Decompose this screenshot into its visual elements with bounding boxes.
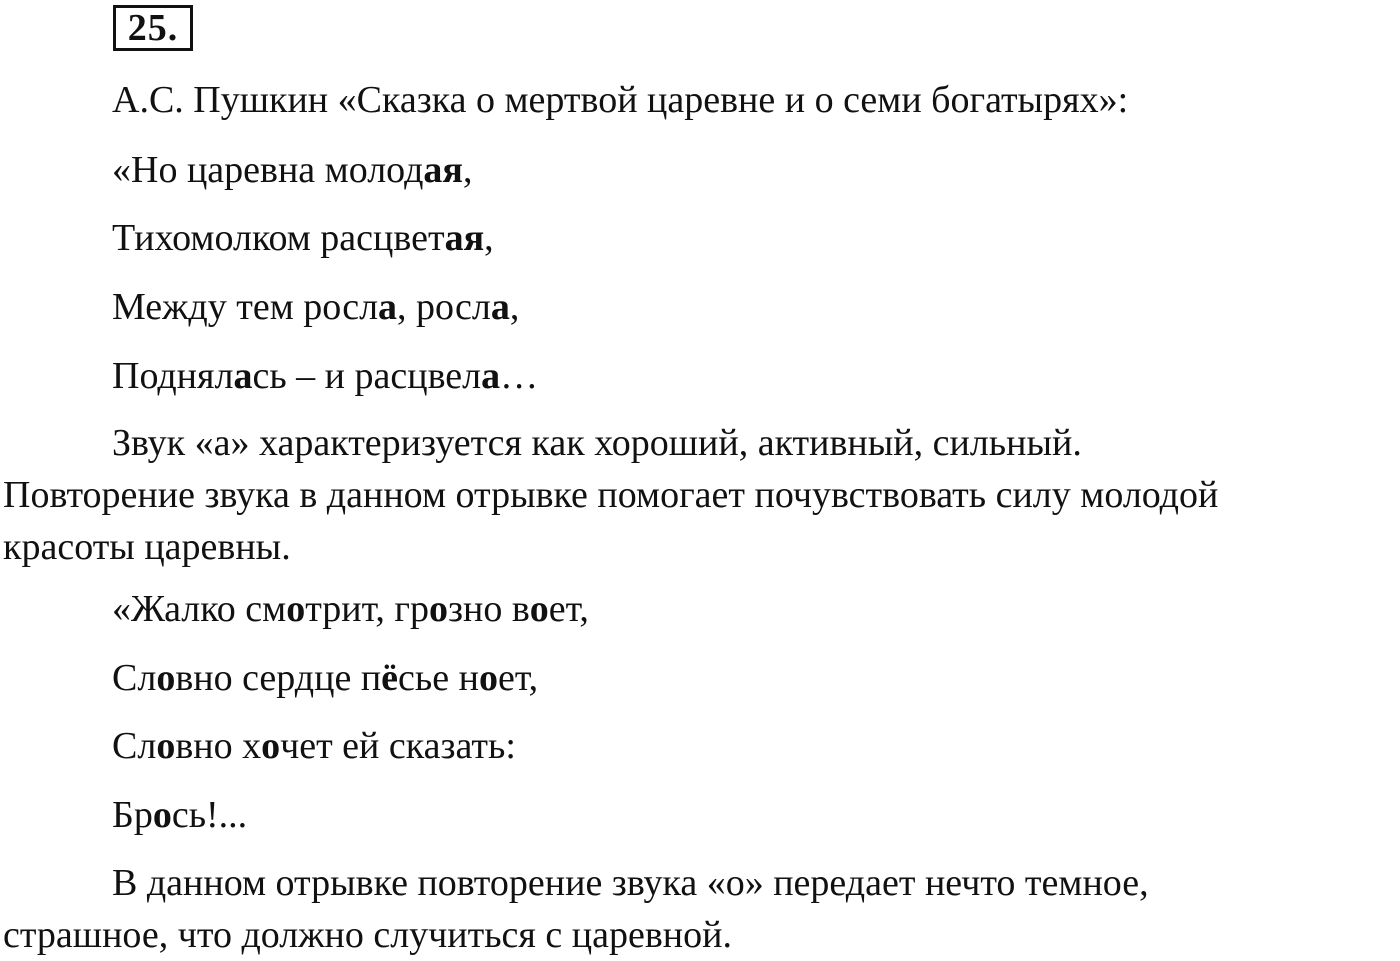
poem2-line-1 [112, 587, 589, 631]
highlighted-sound: о [156, 657, 176, 699]
poem-text: вно х [175, 725, 262, 767]
commentary-1-row-3: красоты царевны. [3, 526, 291, 568]
highlighted-sound: ая [444, 217, 485, 259]
poem1-line-3 [112, 285, 519, 329]
commentary-2-row-2: страшное, что должно случиться с царевной. [3, 914, 732, 956]
highlighted-sound: о [156, 725, 176, 767]
highlighted-sound: о [428, 588, 448, 630]
highlighted-sound: а [490, 286, 510, 328]
highlighted-sound: о [529, 588, 549, 630]
commentary-1-row-2: Повторение звука в данном отрывке помогает почувствовать силу молодой [3, 474, 1219, 516]
highlighted-sound: о [261, 725, 281, 767]
poem-text: вно сердце п [175, 657, 382, 699]
poem-text: , росл [397, 286, 491, 328]
highlighted-sound: а [481, 355, 501, 397]
poem-text: сье н [398, 657, 479, 699]
poem2-line-4 [112, 793, 247, 837]
poem-text: Сл [112, 725, 157, 767]
poem-text: «Но царевна молод [112, 149, 424, 191]
poem-text: , [462, 149, 473, 191]
poem2-line-2 [112, 656, 538, 700]
poem1-line-1 [112, 148, 472, 192]
poem-text: сь!... [171, 794, 248, 836]
poem1-line-2 [112, 216, 494, 260]
highlighted-sound: ё [381, 657, 399, 699]
exercise-number: 25. [113, 5, 193, 51]
highlighted-sound: ая [423, 149, 463, 191]
highlighted-sound: а [378, 286, 398, 328]
poem-text: Поднял [112, 355, 234, 397]
poem-text: трит, гр [305, 588, 429, 630]
poem-text: сь – и расцвел [252, 355, 482, 397]
commentary-2-row-1: В данном отрывке повторение звука «о» передает нечто темное, [112, 862, 1149, 904]
commentary-1-row-1: Звук «а» характеризуется как хороший, активный, сильный. [112, 422, 1082, 464]
poem1-line-4 [112, 354, 538, 398]
poem-text: чет ей сказать: [280, 725, 516, 767]
poem2-line-3 [112, 724, 516, 768]
poem-text: … [500, 355, 539, 397]
poem-text: , [484, 217, 494, 259]
highlighted-sound: о [478, 657, 498, 699]
poem-text: «Жалко см [112, 588, 287, 630]
highlighted-sound: о [286, 588, 306, 630]
poem-text: ет, [548, 588, 589, 630]
poem-text: Тихомолком расцвет [112, 217, 445, 259]
poem-text: , [509, 286, 520, 328]
poem-text: Сл [112, 657, 157, 699]
poem-text: Между тем росл [112, 286, 379, 328]
commentary-1 [3, 417, 1400, 573]
highlighted-sound: а [233, 355, 253, 397]
source-line: А.С. Пушкин «Сказка о мертвой царевне и о семи богатырях»: [112, 79, 1129, 121]
highlighted-sound: о [152, 794, 172, 836]
poem-text: зно в [447, 588, 530, 630]
commentary-2 [3, 857, 1400, 961]
poem-text: ет, [497, 657, 539, 699]
poem-text: Бр [112, 794, 153, 836]
